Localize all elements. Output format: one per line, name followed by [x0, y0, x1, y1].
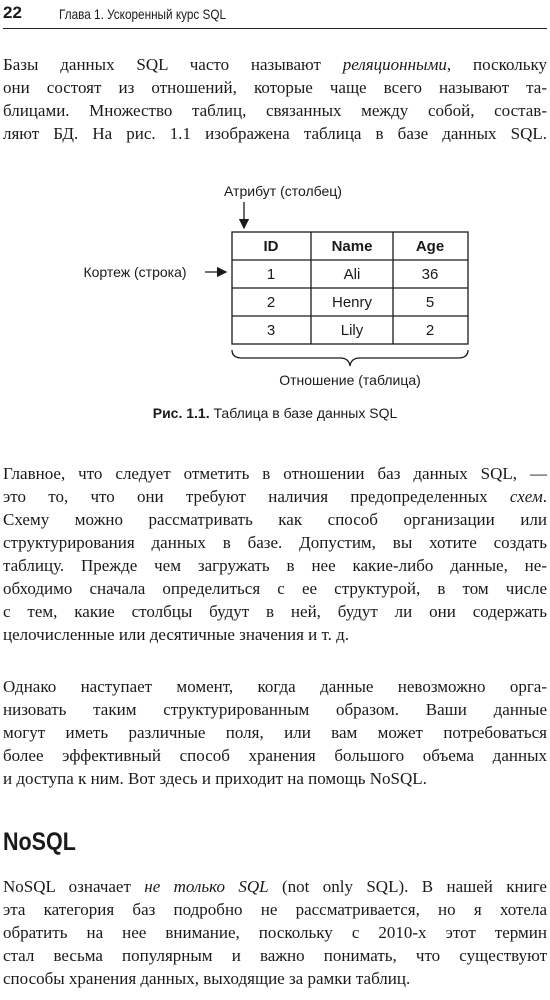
text-line: с тем, какие столбцы будут в ней, будут ли они содержать — [3, 602, 547, 621]
text-line: блицами. Множество таблиц, связанных между собой, состав- — [3, 101, 547, 120]
text-line: целочисленные или десятичные значения и т. д. — [3, 625, 350, 644]
text-line: низовать таким структурированным образом. Ваши данные — [3, 700, 547, 719]
table-cell: Henry — [331, 294, 373, 311]
figure-1-1 — [0, 180, 550, 430]
paragraph-3 — [3, 675, 547, 790]
table-cell: 2 — [425, 322, 435, 339]
text-line: ляют БД. На рис. 1.1 изображена таблица в базе данных SQL. — [3, 124, 547, 143]
relation-diagram — [0, 180, 550, 410]
text-line: стал весьма популярным и важно понимать, что существуют — [3, 946, 547, 965]
table-cell: 2 — [266, 294, 276, 311]
tuple-label: Кортеж (строка) — [83, 264, 187, 280]
relation-label: Отношение (таблица) — [279, 372, 421, 388]
table-header-cell: Name — [331, 238, 373, 255]
text-line: Базы данных SQL часто называют реляционными, поскольку — [3, 55, 547, 74]
text-line: и доступа к ним. Вот здесь и приходит на помощь NoSQL. — [3, 769, 427, 788]
running-header — [3, 2, 547, 28]
figure-caption — [0, 405, 550, 421]
table-header-cell: Age — [415, 238, 445, 255]
text-line: Схему можно рассматривать как способ организации или — [3, 510, 547, 529]
table-cell: 3 — [266, 322, 276, 339]
table-cell: Lily — [340, 322, 364, 339]
table-cell: Ali — [343, 266, 361, 283]
attribute-label: Атрибут (столбец) — [224, 183, 342, 199]
caption-number: Рис. 1.1. — [152, 405, 210, 421]
text-line: таблицу. Прежде чем загружать в нее какие-либо данные, не- — [3, 556, 547, 575]
caption-text: Таблица в базе данных SQL — [209, 405, 398, 421]
relation-brace — [232, 350, 468, 366]
text-line: они состоят из отношений, которые чаще всего называют та- — [3, 78, 547, 97]
text-line: эта категория баз подробно не рассматривается, но я хотела — [3, 900, 547, 919]
chapter-title: Глава 1. Ускоренный курс SQL — [59, 6, 227, 22]
table-cell: 36 — [421, 266, 439, 283]
text-line: Главное, что следует отметить в отношении баз данных SQL, — — [3, 464, 547, 483]
paragraph-1 — [3, 53, 547, 145]
section-heading: NoSQL — [3, 828, 76, 856]
text-line: Однако наступает момент, когда данные невозможно орга- — [3, 677, 547, 696]
emphasis: схем — [509, 487, 543, 506]
paragraph-2 — [3, 462, 547, 646]
emphasis: реляционными — [342, 55, 447, 74]
text-line: способы хранения данных, выходящие за рамки таблиц. — [3, 969, 411, 988]
paragraph-4 — [3, 875, 547, 990]
text-line: структурирования данных в базе. Допустим, вы хотите создать — [3, 533, 547, 552]
emphasis: не только SQL — [144, 877, 269, 896]
text-line: более эффективный способ хранения большого объема данных — [3, 746, 547, 765]
text-line: это то, что они требуют наличия предопределенных схем. — [3, 487, 547, 506]
text-line: могут иметь различные поля, или вам может потребоваться — [3, 723, 547, 742]
table-cell: 5 — [425, 294, 435, 311]
table-cell: 1 — [266, 266, 276, 283]
text-line: обратить на нее внимание, поскольку с 2010-х этот термин — [3, 923, 547, 942]
table-header-cell: ID — [263, 238, 279, 255]
text-line: обходимо сначала определиться с ее структурой, в том числе — [3, 579, 547, 598]
text-line: NoSQL означает не только SQL (not only SQL). В нашей книге — [3, 877, 547, 896]
header-rule — [3, 28, 547, 29]
page-number: 22 — [3, 3, 22, 22]
